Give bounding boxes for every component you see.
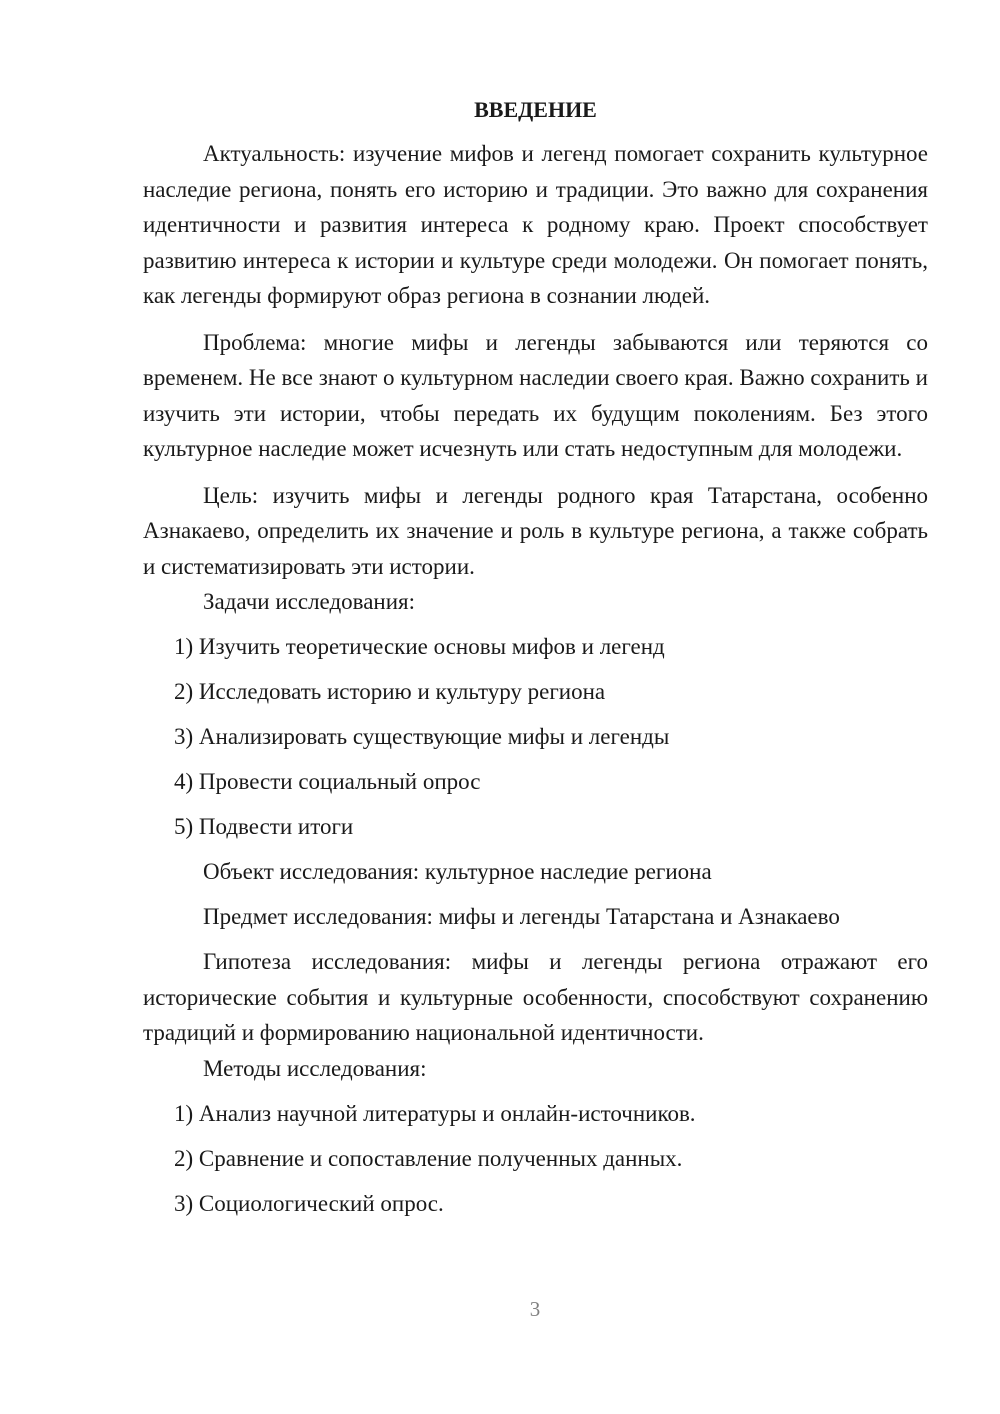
- document-page: [143, 92, 928, 1221]
- object-line: Объект исследования: культурное наследие региона: [203, 859, 712, 884]
- hypothesis-paragraph: Гипотеза исследования: мифы и легенды региона отражают его исторические события и культурные особенности, способствуют сохранению традиций и формированию национальной идентичности.: [143, 949, 928, 1045]
- task-item: 1) Изучить теоретические основы мифов и легенд: [174, 634, 665, 659]
- task-item: 5) Подвести итоги: [174, 814, 354, 839]
- tasks-list: [143, 629, 928, 844]
- subject-line: Предмет исследования: мифы и легенды Татарстана и Азнакаево: [203, 904, 840, 929]
- tasks-heading: Задачи исследования:: [203, 589, 416, 614]
- methods-heading: Методы исследования:: [203, 1055, 427, 1081]
- relevance-paragraph: Актуальность: изучение мифов и легенд помогает сохранить культурное наследие региона, понять его историю и традиции. Это важно для сохранения идентичности и развития интереса к родному краю. Проект способствует развитию интереса к истории и культуре среди молодежи. Он помогает понять, как легенды формируют образ региона в сознании людей.: [143, 141, 928, 308]
- task-item: 4) Провести социальный опрос: [174, 769, 481, 794]
- method-item: 3) Социологический опрос.: [174, 1190, 444, 1216]
- section-title: ВВЕДЕНИЕ: [474, 97, 597, 122]
- goal-paragraph: Цель: изучить мифы и легенды родного края Татарстана, особенно Азнакаево, определить их значение и роль в культуре региона, а также собрать и систематизировать эти истории.: [143, 482, 928, 579]
- method-item: 2) Сравнение и сопоставление полученных данных.: [174, 1145, 683, 1171]
- task-item: 2) Исследовать историю и культуру региона: [174, 679, 606, 704]
- task-item: 3) Анализировать существующие мифы и легенды: [174, 724, 670, 749]
- problem-paragraph: Проблема: многие мифы и легенды забываются или теряются со временем. Не все знают о культурном наследии своего края. Важно сохранить и изучить эти истории, чтобы передать их будущим поколениям. Без этого культурное наследие может исчезнуть или стать недоступным для молодежи.: [143, 329, 928, 461]
- methods-list: [143, 1096, 928, 1221]
- page-number: 3: [529, 1297, 541, 1321]
- method-item: 1) Анализ научной литературы и онлайн-источников.: [174, 1100, 696, 1126]
